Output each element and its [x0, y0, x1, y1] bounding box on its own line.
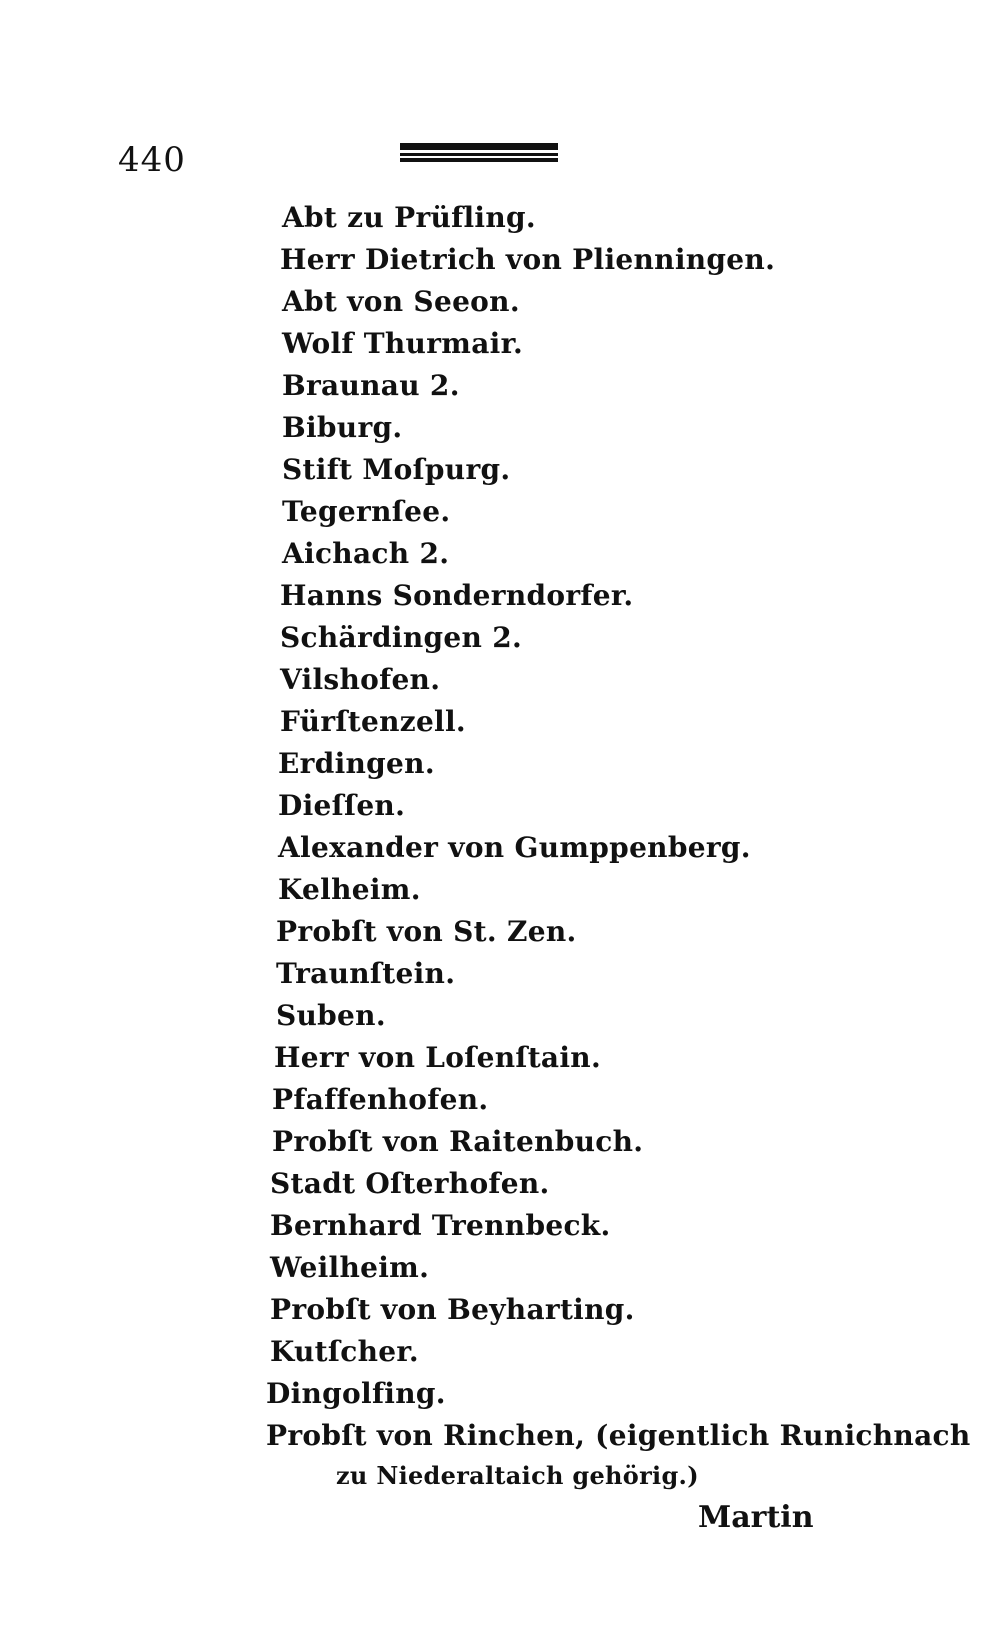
- list-item: zu Niederaltaich gehörig.): [336, 1461, 699, 1490]
- list-item: Suben.: [276, 999, 386, 1032]
- list-item: Biburg.: [282, 411, 403, 444]
- list-item: Tegernſee.: [282, 495, 451, 528]
- list-item: Dingolfing.: [266, 1377, 446, 1410]
- list-item: Wolf Thurmair.: [282, 327, 524, 360]
- list-item: Alexander von Gumppenberg.: [278, 831, 751, 864]
- list-item: Dieſſen.: [278, 789, 406, 822]
- list-item: Herr Dietrich von Plienningen.: [280, 243, 776, 276]
- list-item: Traunſtein.: [276, 957, 456, 990]
- list-item: Herr von Loſenſtain.: [274, 1041, 602, 1074]
- catchword: Martin: [698, 1500, 814, 1535]
- list-item: Bernhard Trennbeck.: [270, 1209, 611, 1242]
- list-item: Schärdingen 2.: [280, 621, 523, 654]
- list-item: Abt zu Prüfling.: [282, 201, 536, 234]
- list-item: Fürſtenzell.: [280, 705, 466, 738]
- list-item: Probſt von St. Zen.: [276, 915, 577, 948]
- page-number: 440: [118, 140, 186, 180]
- list-item: Aichach 2.: [282, 537, 450, 570]
- list-item: Stadt Oſterhofen.: [270, 1167, 550, 1200]
- list-item: Weilheim.: [270, 1251, 430, 1284]
- list-item: Erdingen.: [278, 747, 435, 780]
- list-item: Vilshofen.: [280, 663, 441, 696]
- list-item: Abt von Seeon.: [282, 285, 520, 318]
- list-item: Braunau 2.: [282, 369, 460, 402]
- list-item: Probſt von Raitenbuch.: [272, 1125, 644, 1158]
- list-item: Pfaffenhofen.: [272, 1083, 489, 1116]
- list-item: Kutſcher.: [270, 1335, 419, 1368]
- list-item: Kelheim.: [278, 873, 421, 906]
- list-item: Hanns Sonderndorfer.: [280, 579, 634, 612]
- list-item: Stift Moſpurg.: [282, 453, 511, 486]
- list-item: Probſt von Rinchen, (eigentlich Runichnach: [266, 1419, 971, 1452]
- list-item: Probſt von Beyharting.: [270, 1293, 635, 1326]
